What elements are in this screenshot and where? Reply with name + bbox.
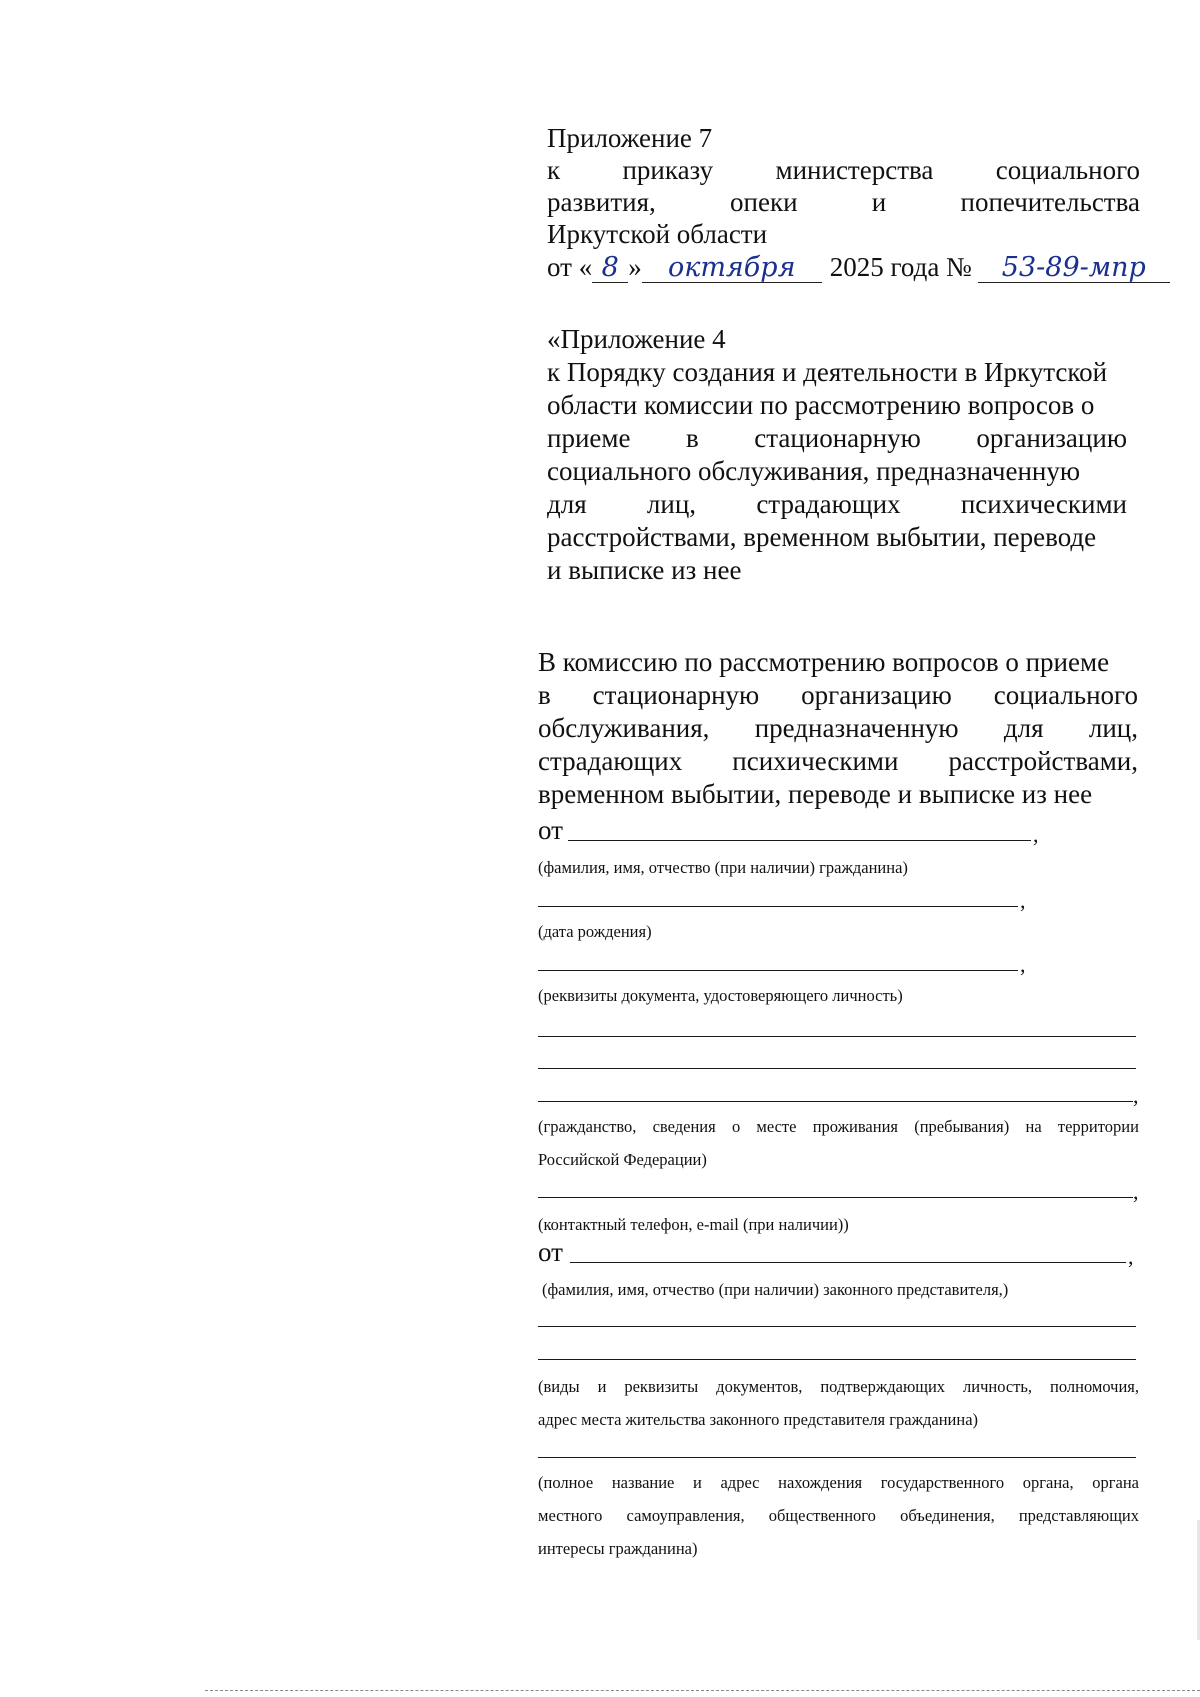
organization-hint-line1 (538, 1466, 1139, 1499)
organization-field[interactable] (538, 1457, 1136, 1458)
appendix7-line3 (547, 186, 1140, 218)
word: в (538, 680, 551, 710)
word: органа, (1022, 1473, 1074, 1492)
word: попечительства (960, 187, 1140, 217)
word: государственного (880, 1473, 1005, 1492)
word: обслуживания, (538, 713, 710, 743)
word: представляющих (1018, 1506, 1139, 1525)
appendix7-line2 (547, 154, 1140, 186)
representative-fio-field[interactable] (570, 1262, 1126, 1263)
citizenship-hint-line1 (538, 1110, 1139, 1143)
word: и (871, 187, 887, 217)
representative-docs-hint-line1 (538, 1370, 1139, 1403)
word: стационарную (754, 423, 921, 453)
word: социального (995, 155, 1140, 185)
addressee-line (538, 745, 1138, 778)
applicant-fio-field[interactable] (568, 840, 1031, 841)
citizenship-field-line-2[interactable] (538, 1068, 1136, 1069)
citizenship-field-line-3[interactable] (538, 1101, 1133, 1102)
order-from-label: от « (547, 252, 593, 282)
order-year-label: 2025 года № (829, 252, 972, 282)
word: проживания (812, 1117, 898, 1136)
handwritten-order-number: 53-89-мпр (978, 254, 1170, 283)
representative-docs-hint-line2: адрес места жительства законного представителя гражданина) (538, 1410, 979, 1429)
contact-hint: (контактный телефон, e-mail (при наличии)) (538, 1215, 849, 1234)
word: название (611, 1473, 675, 1492)
organization-hint-line2 (538, 1499, 1139, 1532)
word: (пребывания) (914, 1117, 1010, 1136)
appendix7-line4: Иркутской области (547, 219, 768, 249)
comma: , (1033, 822, 1039, 847)
organization-hint-line3: интересы гражданина) (538, 1539, 698, 1558)
word: и (597, 1377, 607, 1396)
citizenship-field-line-1[interactable] (538, 1036, 1136, 1037)
appendix4-line: расстройствами, временном выбытии, переводе (547, 522, 1097, 552)
word: (гражданство, (538, 1117, 637, 1136)
word: организацию (976, 423, 1127, 453)
word: в (685, 423, 699, 453)
appendix7-header (547, 122, 1140, 250)
representative-docs-hint (538, 1370, 1139, 1436)
appendix4-line: области комиссии по рассмотрению вопросов о (547, 390, 1095, 420)
birth-date-field[interactable] (538, 906, 1018, 907)
comma: , (1133, 1179, 1139, 1204)
scan-bottom-edge (205, 1690, 1200, 1691)
word: реквизиты (624, 1377, 699, 1396)
word: психическими (960, 489, 1127, 519)
organization-hint (538, 1466, 1139, 1565)
appendix4-block (547, 323, 1127, 587)
word: документов, (716, 1377, 803, 1396)
appendix7-title: Приложение 7 (547, 123, 713, 153)
word: нахождения (778, 1473, 863, 1492)
word: министерства (775, 155, 934, 185)
appendix4-line (547, 488, 1127, 521)
fio-hint: (фамилия, имя, отчество (при наличии) гражданина) (538, 858, 908, 877)
representative-fio-hint: (фамилия, имя, отчество (при наличии) законного представителя,) (542, 1280, 1009, 1299)
appendix4-line: и выписке из нее (547, 555, 742, 585)
word: к (547, 155, 561, 185)
representative-docs-field-line-1[interactable] (538, 1326, 1136, 1327)
order-quote-close: » (628, 252, 642, 282)
word: самоуправления, (626, 1506, 745, 1525)
word: на (1025, 1117, 1042, 1136)
word: для (1003, 713, 1044, 743)
birth-date-hint: (дата рождения) (538, 922, 652, 941)
word: страдающих (756, 489, 901, 519)
comma: , (1128, 1244, 1134, 1269)
word: лиц, (1088, 713, 1138, 743)
word: страдающих (538, 746, 683, 776)
word: психическими (732, 746, 899, 776)
addressee-line (538, 712, 1138, 745)
word: общественного (768, 1506, 876, 1525)
id-document-field[interactable] (538, 970, 1018, 971)
word: полномочия, (1050, 1377, 1139, 1396)
word: подтверждающих (820, 1377, 946, 1396)
word: организацию (801, 680, 952, 710)
word: территории (1057, 1117, 1139, 1136)
word: лиц, (646, 489, 697, 519)
appendix4-line: к Порядку создания и деятельности в Иркутской (547, 357, 1108, 387)
citizenship-hint (538, 1110, 1139, 1176)
word: и (693, 1473, 702, 1492)
word: (виды (538, 1377, 580, 1396)
word: стационарную (592, 680, 760, 710)
contact-field[interactable] (538, 1197, 1133, 1198)
citizenship-hint-line2: Российской Федерации) (538, 1150, 707, 1169)
appendix4-line (547, 422, 1127, 455)
word: о (731, 1117, 741, 1136)
addressee-line: В комиссию по рассмотрению вопросов о приеме (538, 647, 1110, 677)
word: приеме (547, 423, 631, 453)
handwritten-day: 8 (592, 254, 628, 283)
word: личность, (963, 1377, 1033, 1396)
word: объединения, (900, 1506, 995, 1525)
appendix4-line: социального обслуживания, предназначенную (547, 456, 1081, 486)
order-date-number-line (547, 252, 1170, 283)
word: приказу (622, 155, 714, 185)
word: развития, (547, 187, 656, 217)
representative-docs-field-line-2[interactable] (538, 1359, 1136, 1360)
id-document-hint: (реквизиты документа, удостоверяющего личность) (538, 986, 903, 1005)
word: предназначенную (754, 713, 959, 743)
word: опеки (730, 187, 798, 217)
applicant-from-label: от (538, 815, 563, 845)
word: (полное (538, 1473, 594, 1492)
addressee-line: временном выбытии, переводе и выписке из нее (538, 779, 1093, 809)
appendix4-title: «Приложение 4 (547, 324, 726, 354)
handwritten-month: октября (642, 254, 822, 283)
word: расстройствами, (948, 746, 1138, 776)
representative-from-label: от (538, 1237, 563, 1267)
word: сведения (652, 1117, 716, 1136)
word: для (547, 489, 587, 519)
word: адрес (720, 1473, 760, 1492)
word: местного (538, 1506, 603, 1525)
comma: , (1133, 1083, 1139, 1108)
word: органа (1092, 1473, 1139, 1492)
addressee-block (538, 646, 1138, 811)
word: месте (756, 1117, 797, 1136)
addressee-line (538, 679, 1138, 712)
comma: , (1020, 952, 1026, 977)
word: социального (993, 680, 1138, 710)
comma: , (1020, 888, 1026, 913)
